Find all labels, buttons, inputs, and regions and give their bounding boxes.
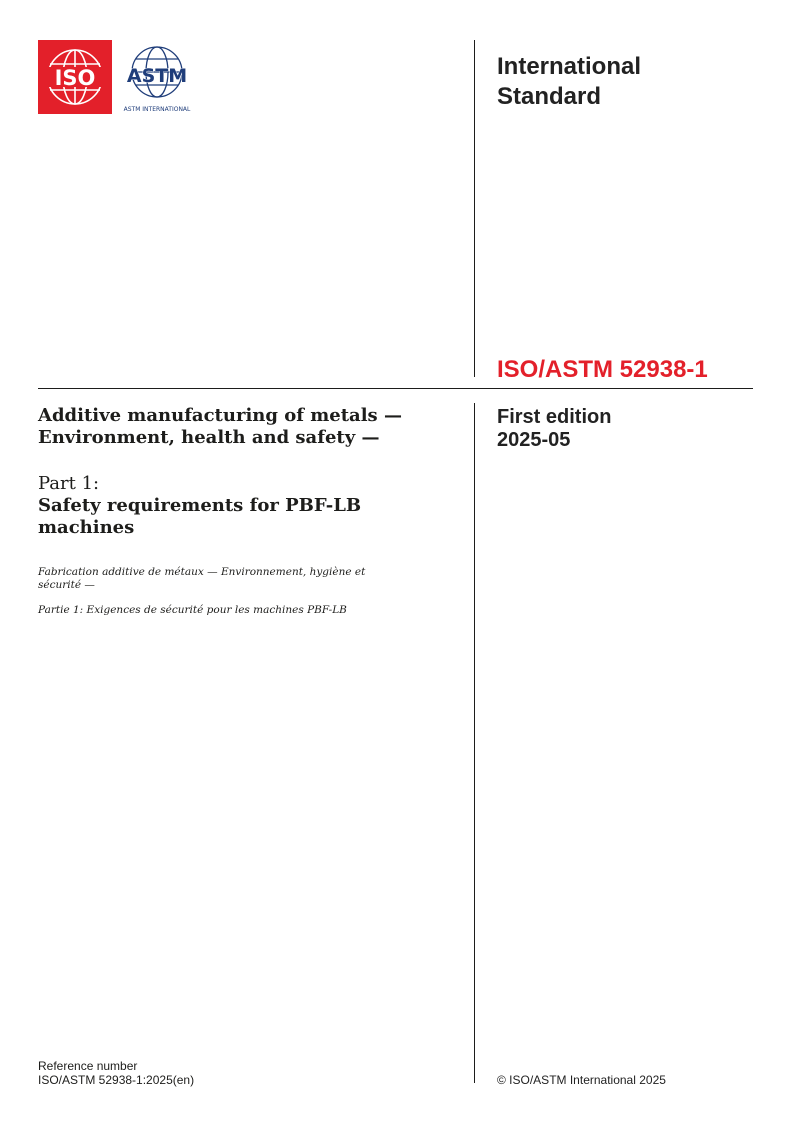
copyright-notice: © ISO/ASTM International 2025 bbox=[497, 1073, 666, 1087]
document-type-line1: International bbox=[497, 53, 642, 80]
main-title-line2: Environment, health and safety — bbox=[38, 427, 380, 448]
part-title-line2: machines bbox=[38, 517, 135, 538]
reference-number-label: Reference number bbox=[38, 1059, 138, 1073]
main-title-line1: Additive manufacturing of metals — bbox=[38, 405, 402, 426]
edition-label: First edition bbox=[497, 406, 612, 428]
document-number: ISO/ASTM 52938-1 bbox=[497, 356, 708, 383]
part-title bbox=[38, 495, 458, 539]
vertical-divider-bottom bbox=[474, 403, 475, 1083]
french-title-line2: sécurité — bbox=[38, 579, 95, 591]
french-title-line1: Fabrication additive de métaux — Environnement, hygiène et bbox=[38, 566, 366, 578]
vertical-divider-top bbox=[474, 40, 475, 377]
iso-logo-text: ISO bbox=[54, 66, 96, 90]
part-title-line1: Safety requirements for PBF-LB bbox=[38, 495, 362, 516]
edition-block bbox=[497, 406, 757, 452]
edition-date: 2025-05 bbox=[497, 429, 571, 451]
astm-logo bbox=[117, 40, 197, 116]
horizontal-rule bbox=[38, 388, 753, 389]
part-label: Part 1: bbox=[38, 473, 100, 494]
main-title bbox=[38, 405, 458, 449]
reference-number-value: ISO/ASTM 52938-1:2025(en) bbox=[38, 1073, 195, 1087]
iso-logo bbox=[38, 40, 112, 114]
french-title bbox=[38, 566, 438, 592]
astm-logo-subtext: ASTM INTERNATIONAL bbox=[123, 106, 191, 113]
document-type-line2: Standard bbox=[497, 83, 602, 110]
astm-logo-text: ASTM bbox=[126, 65, 188, 87]
french-part-title: Partie 1: Exigences de sécurité pour les machines PBF-LB bbox=[38, 604, 347, 616]
document-type bbox=[497, 52, 757, 112]
